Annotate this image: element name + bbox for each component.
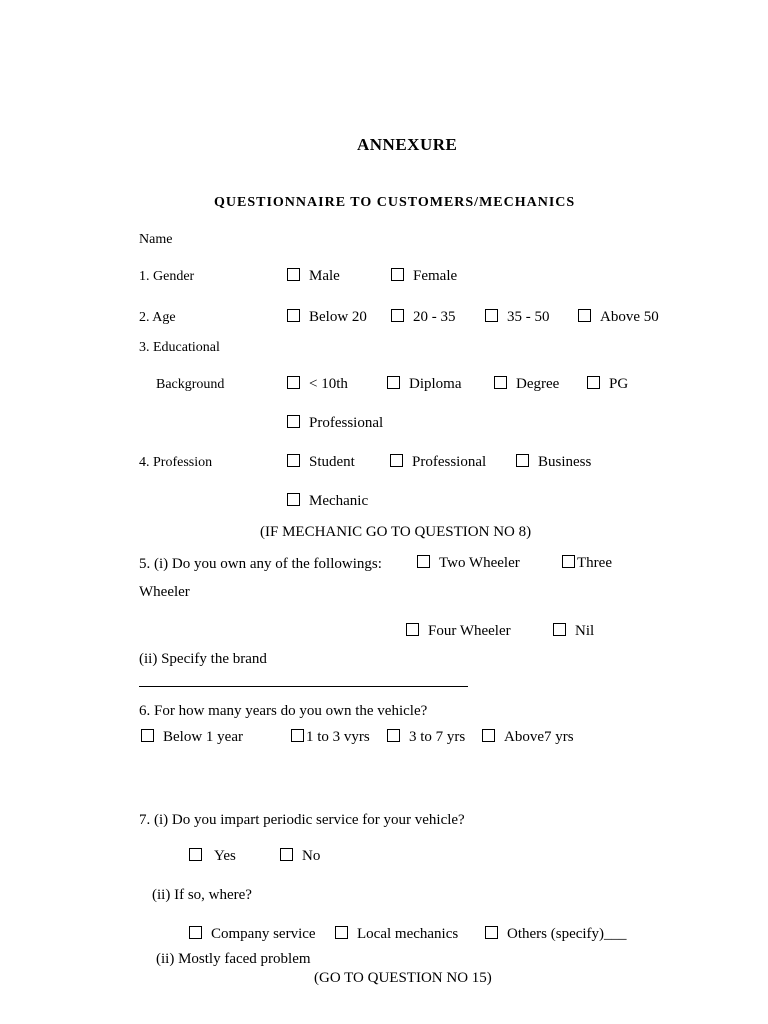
checkbox[interactable]	[485, 926, 498, 939]
page-title: ANNEXURE	[357, 135, 458, 154]
option-education-diploma[interactable]: Diploma	[387, 376, 462, 392]
education-label-line2: Background	[156, 377, 225, 392]
mostly-faced-problem-question: (ii) Mostly faced problem	[156, 951, 311, 967]
brand-answer-line[interactable]	[139, 686, 468, 687]
checkbox[interactable]	[390, 454, 403, 467]
option-education-pg[interactable]: PG	[587, 376, 628, 392]
go-to-question-instruction: (GO TO QUESTION NO 15)	[314, 970, 492, 986]
checkbox[interactable]	[287, 376, 300, 389]
checkbox[interactable]	[562, 555, 575, 568]
checkbox[interactable]	[391, 309, 404, 322]
option-1-to-3-years[interactable]: 1 to 3 vyrs	[291, 729, 370, 745]
checkbox[interactable]	[482, 729, 495, 742]
option-others-specify[interactable]: Others (specify)___	[485, 926, 627, 942]
name-label: Name	[139, 232, 173, 247]
three-wheeler-continuation: Wheeler	[139, 584, 190, 600]
age-label: 2. Age	[139, 310, 176, 325]
checkbox[interactable]	[387, 729, 400, 742]
option-age-35-50[interactable]: 35 - 50	[485, 309, 550, 325]
option-profession-business[interactable]: Business	[516, 454, 591, 470]
service-location-question: (ii) If so, where?	[152, 887, 252, 903]
checkbox[interactable]	[587, 376, 600, 389]
checkbox[interactable]	[516, 454, 529, 467]
checkbox[interactable]	[578, 309, 591, 322]
checkbox[interactable]	[287, 493, 300, 506]
checkbox[interactable]	[553, 623, 566, 636]
checkbox[interactable]	[387, 376, 400, 389]
option-above-7-years[interactable]: Above7 yrs	[482, 729, 574, 745]
option-3-to-7-years[interactable]: 3 to 7 yrs	[387, 729, 465, 745]
checkbox[interactable]	[291, 729, 304, 742]
option-four-wheeler[interactable]: Four Wheeler	[406, 623, 511, 639]
checkbox[interactable]	[287, 415, 300, 428]
option-nil[interactable]: Nil	[553, 623, 594, 639]
checkbox[interactable]	[494, 376, 507, 389]
option-company-service[interactable]: Company service	[189, 926, 316, 942]
profession-label: 4. Profession	[139, 455, 213, 470]
ownership-years-question: 6. For how many years do you own the vehicle?	[139, 703, 428, 719]
checkbox[interactable]	[287, 309, 300, 322]
checkbox[interactable]	[287, 454, 300, 467]
education-label-line1: 3. Educational	[139, 340, 220, 355]
option-no[interactable]: No	[280, 848, 320, 864]
option-gender-female[interactable]: Female	[391, 268, 457, 284]
option-profession-mechanic[interactable]: Mechanic	[287, 493, 368, 509]
option-below-1-year[interactable]: Below 1 year	[141, 729, 243, 745]
checkbox[interactable]	[417, 555, 430, 568]
option-gender-male[interactable]: Male	[287, 268, 340, 284]
checkbox[interactable]	[406, 623, 419, 636]
checkbox[interactable]	[141, 729, 154, 742]
mechanic-instruction: (IF MECHANIC GO TO QUESTION NO 8)	[260, 524, 532, 540]
checkbox[interactable]	[189, 848, 202, 861]
option-two-wheeler[interactable]: Two Wheeler	[417, 555, 520, 571]
option-age-20-35[interactable]: 20 - 35	[391, 309, 456, 325]
option-education-degree[interactable]: Degree	[494, 376, 559, 392]
periodic-service-question: 7. (i) Do you impart periodic service for your vehicle?	[139, 812, 465, 828]
option-yes[interactable]: Yes	[189, 848, 236, 864]
checkbox[interactable]	[189, 926, 202, 939]
option-education-professional[interactable]: Professional	[287, 415, 383, 431]
checkbox[interactable]	[335, 926, 348, 939]
option-age-above-50[interactable]: Above 50	[578, 309, 659, 325]
gender-label: 1. Gender	[139, 269, 195, 284]
option-age-below-20[interactable]: Below 20	[287, 309, 367, 325]
option-education-below-10th[interactable]: < 10th	[287, 376, 348, 392]
checkbox[interactable]	[485, 309, 498, 322]
checkbox[interactable]	[280, 848, 293, 861]
option-profession-student[interactable]: Student	[287, 454, 355, 470]
checkbox[interactable]	[287, 268, 300, 281]
checkbox[interactable]	[391, 268, 404, 281]
page-subtitle: QUESTIONNAIRE TO CUSTOMERS/MECHANICS	[214, 195, 576, 210]
option-profession-professional[interactable]: Professional	[390, 454, 486, 470]
brand-question: (ii) Specify the brand	[139, 651, 267, 667]
vehicle-ownership-question: 5. (i) Do you own any of the followings:	[139, 556, 382, 572]
option-three-wheeler[interactable]: Three	[562, 555, 612, 571]
option-local-mechanics[interactable]: Local mechanics	[335, 926, 458, 942]
